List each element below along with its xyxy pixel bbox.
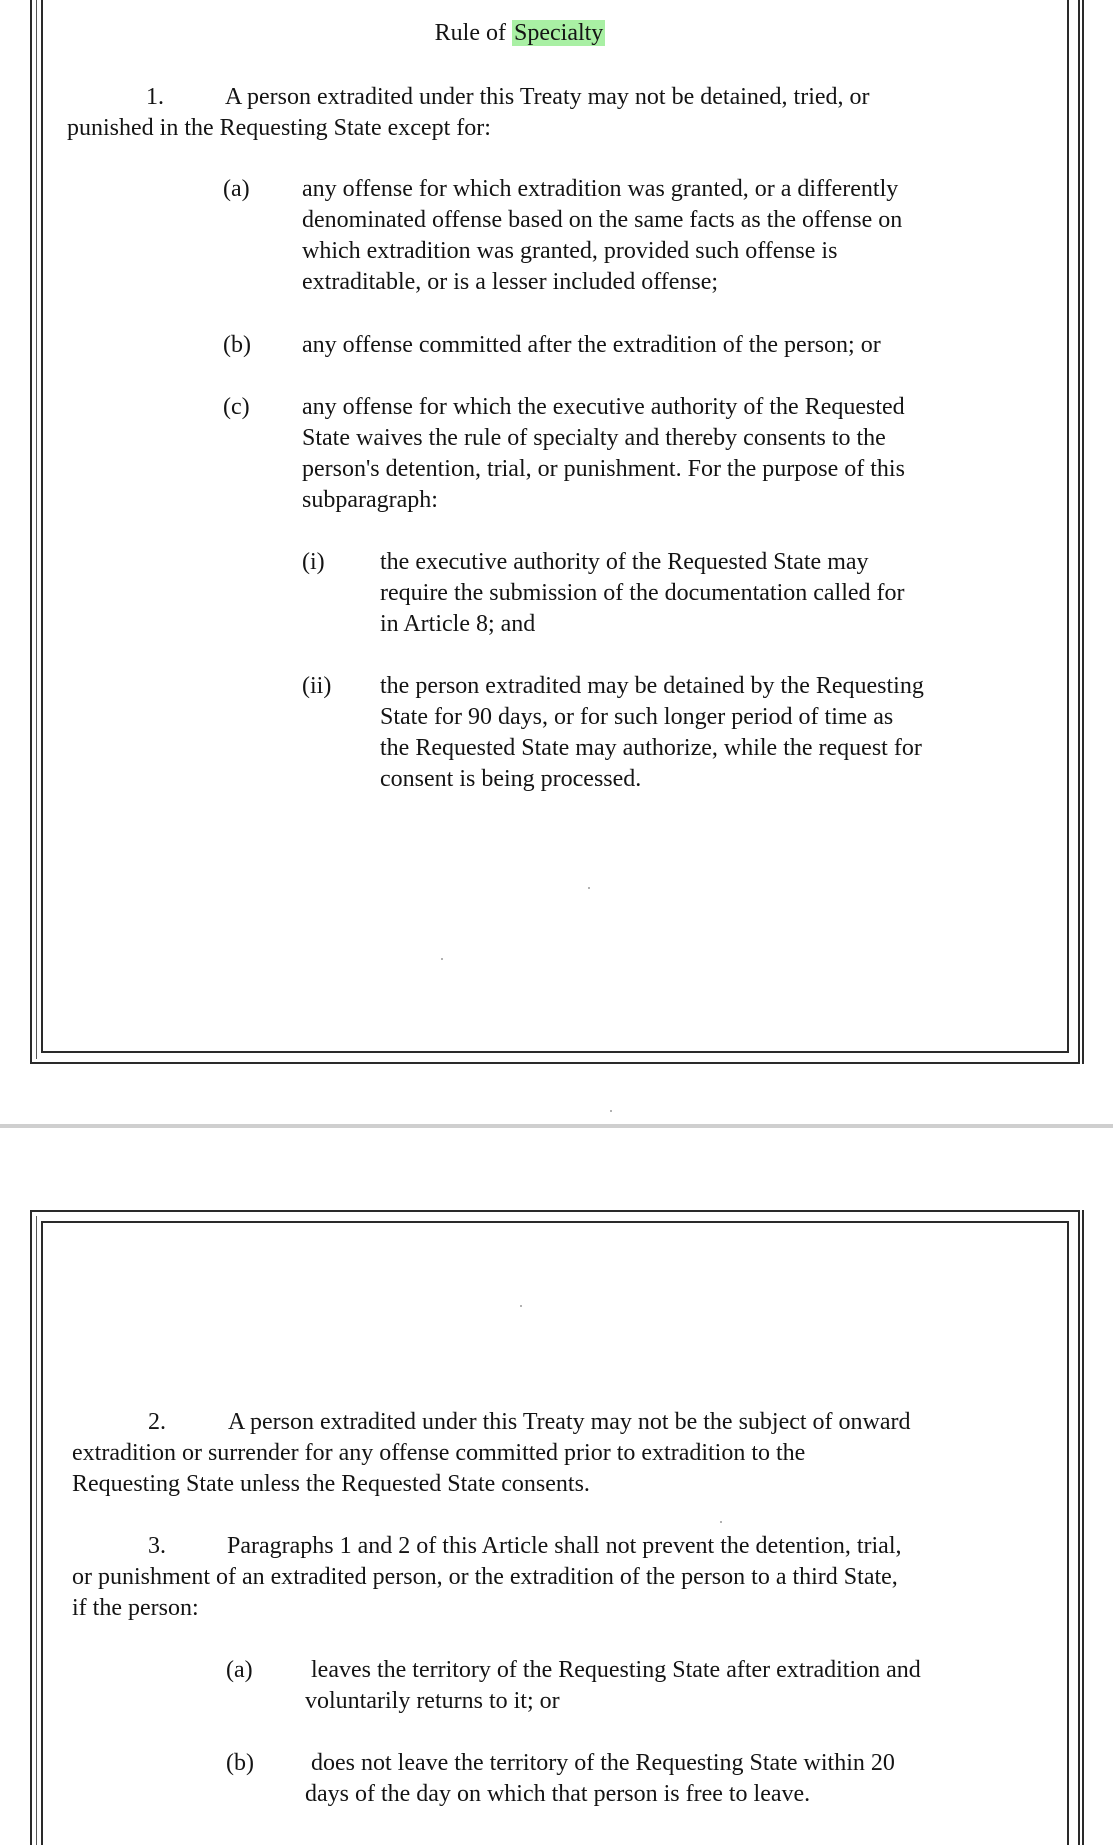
scan-speck	[441, 958, 443, 960]
scan-speck	[610, 1110, 612, 1112]
subitem-ii-line: the person extradited may be detained by the Requesting	[380, 673, 924, 699]
subitem-ii-label: (ii)	[302, 673, 332, 699]
scan-speck	[588, 887, 590, 889]
paragraph-2-line-2: extradition or surrender for any offense committed prior to extradition to the	[72, 1440, 806, 1466]
paragraph-2-number: 2.	[148, 1409, 166, 1435]
item-a-line: denominated offense based on the same facts as the offense on	[302, 207, 903, 233]
paragraph-3-line-1: Paragraphs 1 and 2 of this Article shall not prevent the detention, trial,	[227, 1533, 902, 1559]
paragraph-3-line-2: or punishment of an extradited person, or the extradition of the person to a third State,	[72, 1564, 898, 1590]
item-a-line: leaves the territory of the Requesting State after extradition and	[311, 1657, 921, 1683]
page-border-inner	[41, 0, 1069, 1053]
item-a-line: voluntarily returns to it; or	[305, 1688, 560, 1714]
paragraph-3-number: 3.	[148, 1533, 166, 1559]
item-c-line: person's detention, trial, or punishment. For the purpose of this	[302, 456, 905, 482]
paragraph-3-line-3: if the person:	[72, 1595, 199, 1621]
subitem-ii-line: consent is being processed.	[380, 766, 642, 792]
subitem-ii-line: State for 90 days, or for such longer period of time as	[380, 704, 894, 730]
item-a-label: (a)	[223, 176, 250, 202]
item-c-line: State waives the rule of specialty and thereby consents to the	[302, 425, 886, 451]
item-b-line: days of the day on which that person is free to leave.	[305, 1781, 811, 1807]
paragraph-2-line-3: Requesting State unless the Requested State consents.	[72, 1471, 590, 1497]
item-b-label: (b)	[226, 1750, 254, 1776]
scan-speck	[720, 1521, 722, 1523]
subitem-i-line: in Article 8; and	[380, 611, 536, 637]
page-border-right-rule	[1082, 0, 1084, 1064]
page-separator	[0, 1124, 1113, 1128]
paragraph-2-line-1: A person extradited under this Treaty may not be the subject of onward	[228, 1409, 911, 1435]
search-highlight: Specialty	[514, 20, 604, 46]
item-a-label: (a)	[226, 1657, 253, 1683]
item-b-line: does not leave the territory of the Requesting State within 20	[311, 1750, 895, 1776]
subitem-i-label: (i)	[302, 549, 325, 575]
scan-speck	[520, 1305, 522, 1307]
paragraph-1-line-1: A person extradited under this Treaty may not be detained, tried, or	[225, 84, 870, 110]
subitem-i-line: require the submission of the documentation called for	[380, 580, 905, 606]
item-b-line: any offense committed after the extradition of the person; or	[302, 332, 881, 358]
heading-prefix: Rule of	[434, 20, 512, 46]
paragraph-1-line-2: punished in the Requesting State except for:	[67, 115, 491, 141]
item-c-line: subparagraph:	[302, 487, 438, 513]
article-heading	[0, 18, 1040, 49]
document-page-2	[0, 1130, 1113, 1845]
item-a-line: which extradition was granted, provided such offense is	[302, 238, 838, 264]
item-a-line: extraditable, or is a lesser included offense;	[302, 269, 719, 295]
subitem-ii-line: the Requested State may authorize, while the request for	[380, 735, 922, 761]
item-c-line: any offense for which the executive authority of the Requested	[302, 394, 905, 420]
item-b-label: (b)	[223, 332, 251, 358]
page-border-right-rule	[1082, 1210, 1084, 1845]
subitem-i-line: the executive authority of the Requested State may	[380, 549, 869, 575]
page-border-left-rule	[36, 0, 37, 1059]
item-a-line: any offense for which extradition was granted, or a differently	[302, 176, 899, 202]
paragraph-1-number: 1.	[146, 84, 164, 110]
item-c-label: (c)	[223, 394, 250, 420]
page-border-left-rule	[36, 1216, 37, 1845]
